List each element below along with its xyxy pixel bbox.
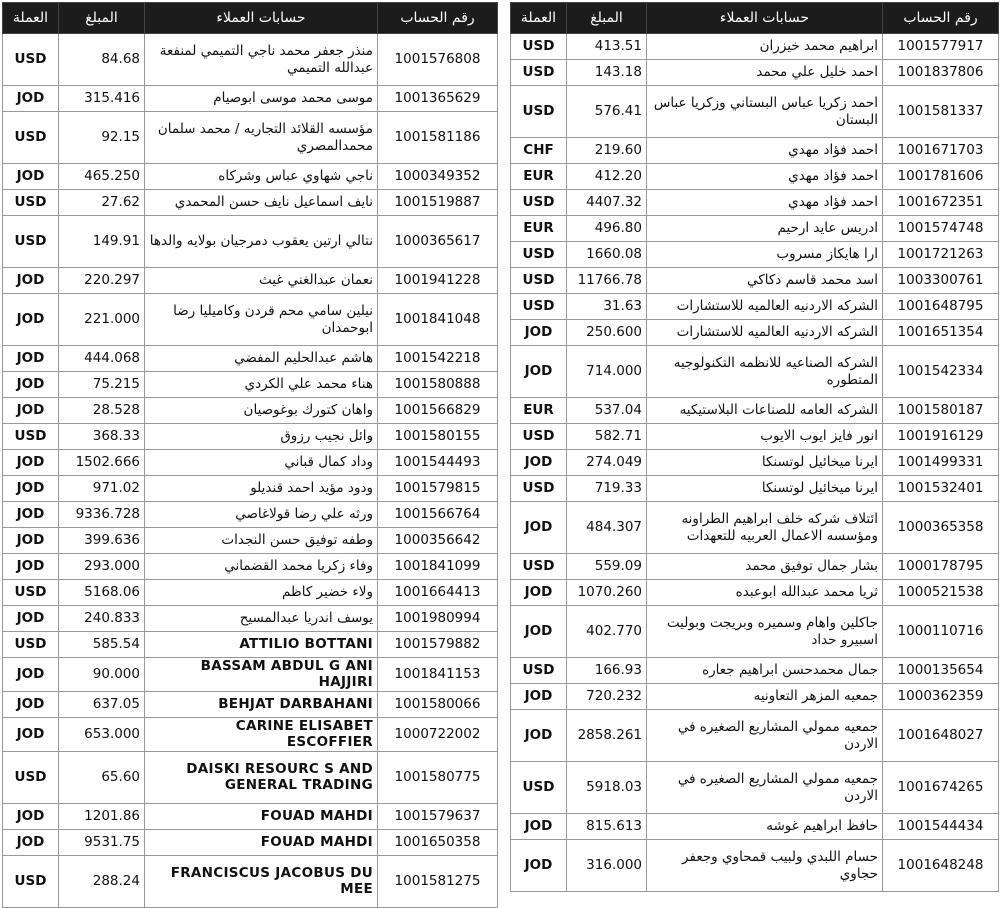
account-number-cell: 1001980994 [378, 606, 498, 632]
account-number-cell: 1001941228 [378, 268, 498, 294]
table-row [3, 424, 498, 450]
amount-cell: 27.62 [59, 190, 145, 216]
customer-name-cell: الشركه الاردنيه العالميه للاستشارات [647, 320, 883, 346]
currency-cell: USD [3, 855, 59, 907]
currency-cell: JOD [3, 803, 59, 829]
currency-cell: JOD [3, 372, 59, 398]
customer-name-cell: ايرنا ميخائيل لوتسنكا [647, 450, 883, 476]
table-row [3, 691, 498, 717]
customer-name-cell: BASSAM ABDUL G ANI HAJJIRI [145, 658, 378, 692]
currency-cell: JOD [511, 840, 567, 892]
customer-name-cell: جمعيه ممولي المشاريع الصغيره في الاردن [647, 710, 883, 762]
customer-name-cell: احمد فؤاد مهدي [647, 190, 883, 216]
customer-name-cell: نعمان عبدالغني غيث [145, 268, 378, 294]
account-number-cell: 1003300761 [883, 268, 999, 294]
left-accounts-table [2, 2, 498, 908]
table-row [511, 710, 999, 762]
currency-cell: USD [511, 294, 567, 320]
currency-cell: USD [511, 268, 567, 294]
customer-name-cell: جمعيه المزهر التعاونيه [647, 684, 883, 710]
currency-cell: JOD [511, 606, 567, 658]
account-number-cell: 1001580775 [378, 751, 498, 803]
customer-name-cell: وائل نجيب رزوق [145, 424, 378, 450]
amount-cell: 537.04 [567, 398, 647, 424]
currency-cell: JOD [3, 450, 59, 476]
currency-cell: JOD [3, 658, 59, 692]
currency-cell: JOD [3, 398, 59, 424]
amount-cell: 496.80 [567, 216, 647, 242]
currency-cell: JOD [3, 717, 59, 751]
amount-cell: 719.33 [567, 476, 647, 502]
customer-name-cell: مؤسسه القلائد التجاريه / محمد سلمان محمدالمصري [145, 112, 378, 164]
currency-cell: USD [3, 751, 59, 803]
table-row [3, 803, 498, 829]
currency-cell: JOD [511, 320, 567, 346]
currency-cell: USD [511, 86, 567, 138]
customer-name-cell: وداد كمال قباني [145, 450, 378, 476]
currency-cell: JOD [3, 829, 59, 855]
table-row [511, 320, 999, 346]
currency-cell: JOD [3, 528, 59, 554]
table-row [3, 528, 498, 554]
amount-cell: 585.54 [59, 632, 145, 658]
currency-cell: USD [511, 242, 567, 268]
currency-cell: JOD [511, 710, 567, 762]
amount-cell: 1660.08 [567, 242, 647, 268]
customer-name-cell: ATTILIO BOTTANI [145, 632, 378, 658]
account-number-cell: 1001581275 [378, 855, 498, 907]
amount-cell: 5918.03 [567, 762, 647, 814]
amount-cell: 413.51 [567, 34, 647, 60]
header-row [511, 3, 999, 34]
customer-name-cell: ابراهيم محمد خيزران [647, 34, 883, 60]
amount-cell: 11766.78 [567, 268, 647, 294]
amount-cell: 75.215 [59, 372, 145, 398]
customer-name-cell: وطفه توفيق حسن النجدات [145, 528, 378, 554]
currency-cell: EUR [511, 164, 567, 190]
customer-name-cell: FRANCISCUS JACOBUS DU MEE [145, 855, 378, 907]
customer-name-cell: موسى محمد موسى ابوصيام [145, 86, 378, 112]
amount-cell: 288.24 [59, 855, 145, 907]
table-row [3, 86, 498, 112]
table-row [3, 268, 498, 294]
customer-name-cell: جمعيه ممولي المشاريع الصغيره في الاردن [647, 762, 883, 814]
account-number-cell: 1001671703 [883, 138, 999, 164]
currency-cell: JOD [511, 684, 567, 710]
amount-cell: 293.000 [59, 554, 145, 580]
amount-cell: 92.15 [59, 112, 145, 164]
table-row [3, 190, 498, 216]
table-row [3, 450, 498, 476]
account-number-cell: 1000356642 [378, 528, 498, 554]
customer-name-cell: BEHJAT DARBAHANI [145, 691, 378, 717]
account-number-cell: 1001916129 [883, 424, 999, 450]
customer-name-cell: جمال محمدحسن ابراهيم جعاره [647, 658, 883, 684]
customer-name-cell: نيلين سامي محم قردن وكاميليا رضا ابوحمدان [145, 294, 378, 346]
table-row [511, 658, 999, 684]
table-row [511, 684, 999, 710]
table-row [511, 476, 999, 502]
table-row [3, 751, 498, 803]
table-row [3, 580, 498, 606]
table-row [3, 717, 498, 751]
amount-cell: 221.000 [59, 294, 145, 346]
currency-cell: USD [3, 424, 59, 450]
account-number-cell: 1001672351 [883, 190, 999, 216]
amount-cell: 1201.86 [59, 803, 145, 829]
table-row [511, 294, 999, 320]
account-number-cell: 1001580888 [378, 372, 498, 398]
customer-name-cell: ايرنا ميخائيل لوتسنكا [647, 476, 883, 502]
currency-cell: JOD [3, 294, 59, 346]
amount-cell: 653.000 [59, 717, 145, 751]
amount-cell: 9531.75 [59, 829, 145, 855]
amount-cell: 240.833 [59, 606, 145, 632]
account-number-cell: 1000178795 [883, 554, 999, 580]
account-number-cell: 1001841099 [378, 554, 498, 580]
currency-cell: USD [511, 658, 567, 684]
account-number-cell: 1001365629 [378, 86, 498, 112]
amount-cell: 274.049 [567, 450, 647, 476]
customer-name-cell: هناء محمد علي الكردي [145, 372, 378, 398]
account-number-cell: 1001648027 [883, 710, 999, 762]
currency-cell: USD [511, 424, 567, 450]
account-number-cell: 1001580155 [378, 424, 498, 450]
currency-cell: USD [511, 476, 567, 502]
header-amount: المبلغ [59, 3, 145, 34]
customer-name-cell: واهان كتورك بوغوصيان [145, 398, 378, 424]
account-number-cell: 1001721263 [883, 242, 999, 268]
table-row [3, 476, 498, 502]
account-number-cell: 1001544434 [883, 814, 999, 840]
amount-cell: 559.09 [567, 554, 647, 580]
amount-cell: 149.91 [59, 216, 145, 268]
currency-cell: JOD [511, 814, 567, 840]
account-number-cell: 1000349352 [378, 164, 498, 190]
currency-cell: JOD [511, 346, 567, 398]
account-number-cell: 1001781606 [883, 164, 999, 190]
amount-cell: 4407.32 [567, 190, 647, 216]
account-number-cell: 1001580187 [883, 398, 999, 424]
currency-cell: CHF [511, 138, 567, 164]
amount-cell: 90.000 [59, 658, 145, 692]
currency-cell: USD [3, 34, 59, 86]
account-number-cell: 1001841048 [378, 294, 498, 346]
customer-name-cell: يوسف اندريا عبدالمسيح [145, 606, 378, 632]
table-row [3, 34, 498, 86]
customer-name-cell: هاشم عبدالحليم المفضي [145, 346, 378, 372]
customer-name-cell: حافظ ابراهيم غوشه [647, 814, 883, 840]
table-row [3, 398, 498, 424]
customer-name-cell: FOUAD MAHDI [145, 829, 378, 855]
customer-name-cell: DAISKI RESOURC S AND GENERAL TRADING [145, 751, 378, 803]
customer-name-cell: ثريا محمد عبدالله ابوعبده [647, 580, 883, 606]
header-customer-name: حسابات العملاء [647, 3, 883, 34]
currency-cell: USD [3, 112, 59, 164]
table-row [3, 112, 498, 164]
customer-name-cell: انور فايز ايوب الايوب [647, 424, 883, 450]
table-row [511, 346, 999, 398]
customer-name-cell: نتالي ارتين يعقوب دمرجيان بولايه والدها [145, 216, 378, 268]
header-customer-name: حسابات العملاء [145, 3, 378, 34]
customer-name-cell: وفاء زكريا محمد القضماني [145, 554, 378, 580]
currency-cell: JOD [511, 502, 567, 554]
currency-cell: JOD [3, 691, 59, 717]
table-row [511, 814, 999, 840]
table-row [511, 138, 999, 164]
currency-cell: USD [3, 216, 59, 268]
table-row [511, 268, 999, 294]
amount-cell: 84.68 [59, 34, 145, 86]
table-row [511, 398, 999, 424]
table-row [511, 164, 999, 190]
table-row [3, 855, 498, 907]
table-row [511, 86, 999, 138]
table-row [3, 606, 498, 632]
account-number-cell: 1000365358 [883, 502, 999, 554]
amount-cell: 637.05 [59, 691, 145, 717]
account-number-cell: 1001499331 [883, 450, 999, 476]
table-row [511, 762, 999, 814]
customer-name-cell: حسام اللبدي ولبيب قمحاوي وجعفر حجاوي [647, 840, 883, 892]
amount-cell: 31.63 [567, 294, 647, 320]
amount-cell: 166.93 [567, 658, 647, 684]
amount-cell: 250.600 [567, 320, 647, 346]
amount-cell: 720.232 [567, 684, 647, 710]
currency-cell: EUR [511, 398, 567, 424]
customer-name-cell: FOUAD MAHDI [145, 803, 378, 829]
account-number-cell: 1000135654 [883, 658, 999, 684]
table-row [511, 840, 999, 892]
header-amount: المبلغ [567, 3, 647, 34]
customer-name-cell: ادريس عايد ارحيم [647, 216, 883, 242]
customer-name-cell: منذر جعفر محمد ناجي التميمي لمنفعة عبدالله التميمي [145, 34, 378, 86]
amount-cell: 402.770 [567, 606, 647, 658]
customer-name-cell: ولاء خضير كاظم [145, 580, 378, 606]
currency-cell: USD [3, 632, 59, 658]
customer-name-cell: بشار جمال توفيق محمد [647, 554, 883, 580]
customer-name-cell: ائتلاف شركه خلف ابراهيم الطراونه ومؤسسه الاعمال العربيه للتعهدات [647, 502, 883, 554]
amount-cell: 316.000 [567, 840, 647, 892]
table-row [511, 606, 999, 658]
table-row [511, 34, 999, 60]
table-row [3, 829, 498, 855]
customer-name-cell: احمد زكريا عباس البستاني وزكريا عباس البستان [647, 86, 883, 138]
customer-name-cell: ودود مؤيد احمد قنديلو [145, 476, 378, 502]
account-number-cell: 1001581186 [378, 112, 498, 164]
customer-name-cell: ارا هايكاز مسروب [647, 242, 883, 268]
currency-cell: EUR [511, 216, 567, 242]
account-number-cell: 1001579637 [378, 803, 498, 829]
currency-cell: JOD [3, 346, 59, 372]
currency-cell: JOD [3, 554, 59, 580]
account-number-cell: 1001648795 [883, 294, 999, 320]
currency-cell: JOD [511, 580, 567, 606]
amount-cell: 368.33 [59, 424, 145, 450]
currency-cell: JOD [3, 164, 59, 190]
amount-cell: 714.000 [567, 346, 647, 398]
account-number-cell: 1001674265 [883, 762, 999, 814]
table-row [511, 216, 999, 242]
header-currency: العملة [511, 3, 567, 34]
account-number-cell: 1000362359 [883, 684, 999, 710]
account-number-cell: 1000110716 [883, 606, 999, 658]
customer-name-cell: احمد خليل علي محمد [647, 60, 883, 86]
table-row [511, 424, 999, 450]
amount-cell: 444.068 [59, 346, 145, 372]
customer-name-cell: CARINE ELISABET ESCOFFIER [145, 717, 378, 751]
currency-cell: USD [511, 554, 567, 580]
table-row [3, 294, 498, 346]
table-row [3, 632, 498, 658]
table-row [3, 164, 498, 190]
account-number-cell: 1000722002 [378, 717, 498, 751]
amount-cell: 219.60 [567, 138, 647, 164]
left-table-body [3, 34, 498, 908]
account-number-cell: 1001544493 [378, 450, 498, 476]
table-row [511, 450, 999, 476]
table-row [511, 580, 999, 606]
account-number-cell: 1001542218 [378, 346, 498, 372]
account-number-cell: 1001566829 [378, 398, 498, 424]
account-number-cell: 1001574748 [883, 216, 999, 242]
account-number-cell: 1001577917 [883, 34, 999, 60]
currency-cell: JOD [3, 268, 59, 294]
table-row [511, 190, 999, 216]
amount-cell: 143.18 [567, 60, 647, 86]
amount-cell: 2858.261 [567, 710, 647, 762]
right-accounts-table [510, 2, 999, 892]
amount-cell: 9336.728 [59, 502, 145, 528]
amount-cell: 28.528 [59, 398, 145, 424]
table-row [3, 554, 498, 580]
amount-cell: 315.416 [59, 86, 145, 112]
account-number-cell: 1001664413 [378, 580, 498, 606]
table-row [511, 502, 999, 554]
table-row [511, 554, 999, 580]
currency-cell: JOD [511, 450, 567, 476]
currency-cell: USD [511, 34, 567, 60]
currency-cell: JOD [3, 86, 59, 112]
customer-name-cell: احمد فؤاد مهدي [647, 164, 883, 190]
amount-cell: 5168.06 [59, 580, 145, 606]
table-row [511, 242, 999, 268]
currency-cell: JOD [3, 502, 59, 528]
customer-name-cell: اسد محمد قاسم دكاكي [647, 268, 883, 294]
currency-cell: USD [3, 190, 59, 216]
customer-name-cell: الشركه الاردنيه العالميه للاستشارات [647, 294, 883, 320]
amount-cell: 220.297 [59, 268, 145, 294]
currency-cell: USD [3, 580, 59, 606]
account-number-cell: 1001576808 [378, 34, 498, 86]
account-number-cell: 1001579815 [378, 476, 498, 502]
currency-cell: USD [511, 190, 567, 216]
customer-name-cell: نايف اسماعيل نايف حسن المحمدي [145, 190, 378, 216]
amount-cell: 399.636 [59, 528, 145, 554]
amount-cell: 582.71 [567, 424, 647, 450]
account-number-cell: 1001837806 [883, 60, 999, 86]
amount-cell: 815.613 [567, 814, 647, 840]
amount-cell: 576.41 [567, 86, 647, 138]
header-account-number: رقم الحساب [883, 3, 999, 34]
account-number-cell: 1001581337 [883, 86, 999, 138]
account-number-cell: 1001650358 [378, 829, 498, 855]
customer-name-cell: جاكلين واهام وسميره وبريجت وبوليت اسبيرو حداد [647, 606, 883, 658]
account-number-cell: 1001579882 [378, 632, 498, 658]
currency-cell: JOD [3, 476, 59, 502]
account-number-cell: 1001648248 [883, 840, 999, 892]
amount-cell: 1070.260 [567, 580, 647, 606]
currency-cell: JOD [3, 606, 59, 632]
customer-name-cell: الشركه العامه للصناعات البلاستيكيه [647, 398, 883, 424]
amount-cell: 484.307 [567, 502, 647, 554]
table-row [3, 346, 498, 372]
currency-cell: USD [511, 762, 567, 814]
table-row [3, 216, 498, 268]
header-account-number: رقم الحساب [378, 3, 498, 34]
table-row [3, 658, 498, 692]
right-table-body [511, 34, 999, 892]
amount-cell: 1502.666 [59, 450, 145, 476]
customer-name-cell: احمد فؤاد مهدي [647, 138, 883, 164]
table-row [3, 372, 498, 398]
amount-cell: 971.02 [59, 476, 145, 502]
account-number-cell: 1001519887 [378, 190, 498, 216]
table-row [511, 60, 999, 86]
account-number-cell: 1000521538 [883, 580, 999, 606]
header-row [3, 3, 498, 34]
customer-name-cell: الشركه الصناعيه للانظمه التكنولوجيه المتطوره [647, 346, 883, 398]
currency-cell: USD [511, 60, 567, 86]
account-number-cell: 1001841153 [378, 658, 498, 692]
account-number-cell: 1001542334 [883, 346, 999, 398]
amount-cell: 412.20 [567, 164, 647, 190]
account-number-cell: 1001532401 [883, 476, 999, 502]
amount-cell: 465.250 [59, 164, 145, 190]
table-row [3, 502, 498, 528]
account-number-cell: 1001651354 [883, 320, 999, 346]
customer-name-cell: ورثه علي رضا قولاغاصي [145, 502, 378, 528]
account-number-cell: 1000365617 [378, 216, 498, 268]
customer-name-cell: ناجي شهاوي عباس وشركاه [145, 164, 378, 190]
header-currency: العملة [3, 3, 59, 34]
account-number-cell: 1001580066 [378, 691, 498, 717]
account-number-cell: 1001566764 [378, 502, 498, 528]
amount-cell: 65.60 [59, 751, 145, 803]
